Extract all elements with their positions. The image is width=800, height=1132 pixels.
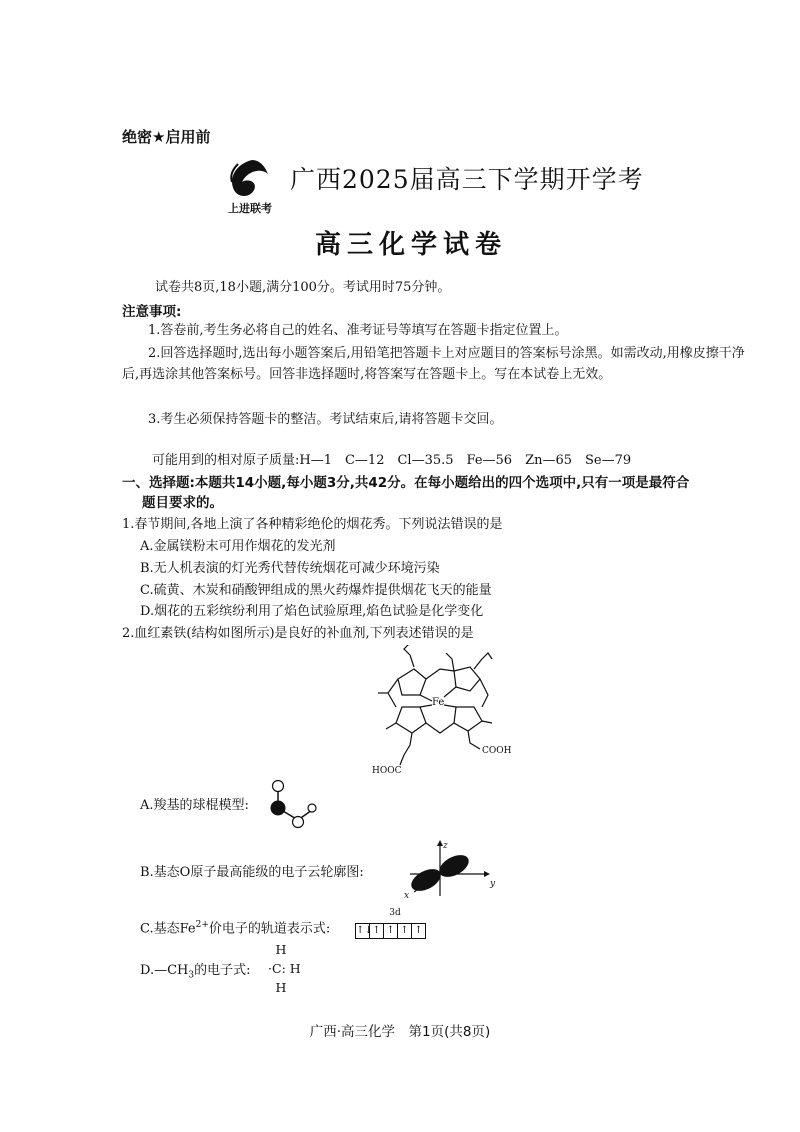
orbital-cell: ↑ — [383, 923, 398, 939]
orbital-cell: ↑ — [369, 923, 384, 939]
methyl-electron-formula — [268, 940, 301, 997]
notice-item: 2.回答选择题时,选出每小题答案后,用铅笔把答题卡上对应题目的答案标号涂黑。如需改动,用橡皮擦干净后,再选涂其他答案标号。回答非选择题时,将答案写在答题卡上。写在本试卷上无效。 — [122, 346, 745, 382]
notice-heading: 注意事项: — [122, 304, 182, 320]
logo-text: 上进联考 — [228, 202, 272, 215]
notice-item: 3.考生必须保持答题卡的整洁。考试结束后,请将答题卡交回。 — [148, 412, 503, 427]
question-1-stem: 1.春节期间,各地上演了各种精彩绝伦的烟花秀。下列说法错误的是 — [122, 517, 503, 532]
ch3-subscript: 3 — [188, 970, 195, 981]
option-d-text: 的电子式: — [194, 963, 251, 978]
page-footer: 广西·高三化学 第1页(共8页) — [309, 1024, 491, 1040]
orbital-label: 3d — [389, 908, 401, 918]
fe-charge: 2+ — [195, 920, 209, 930]
hooc-label: HOOC — [372, 766, 402, 775]
paper-summary: 试卷共8页,18小题,满分100分。考试用时75分钟。 — [155, 280, 451, 295]
question-2-option-d — [140, 962, 251, 985]
dot-h-bottom: H — [275, 980, 287, 995]
subject-title: 高三化学试卷 — [315, 230, 508, 260]
dot-carbon: C — [271, 961, 282, 976]
section-heading-line: 一、选择题:本题共14小题,每小题3分,共42分。在每小题给出的四个选项中,只有一项是最符合 — [122, 475, 690, 491]
option-c-text: 价电子的轨道表示式: — [208, 921, 331, 937]
question-1-option: C.硫黄、木炭和硝酸钾组成的黑火药爆炸提供烟花飞天的能量 — [140, 583, 492, 598]
atomic-masses: 可能用到的相对原子质量:H—1 C—12 Cl—35.5 Fe—56 Zn—65 Se—79 — [152, 453, 632, 468]
axis-z-label: z — [443, 841, 448, 851]
question-2-option-a: A.羧基的球棍模型: — [140, 798, 249, 813]
cooh-label: COOH — [482, 746, 512, 756]
question-2-option-b: B.基态O原子最高能级的电子云轮廓图: — [140, 865, 364, 880]
confidential-label: 绝密★启用前 — [122, 128, 211, 146]
question-1-option: B.无人机表演的灯光秀代替传统烟花可减少环境污染 — [140, 561, 440, 576]
fe-label: Fe — [432, 697, 445, 708]
exam-union-logo — [218, 156, 282, 216]
dot-left: · — [268, 961, 272, 976]
notice-item: 1.答卷前,考生务必将自己的姓名、准考证号等填写在答题卡指定位置上。 — [148, 323, 568, 338]
exam-title: 广西2025届高三下学期开学考 — [290, 165, 644, 194]
section-heading — [122, 473, 742, 513]
orbital-cell: ↑↓ — [355, 923, 370, 939]
section-heading-line: 题目要求的。 — [142, 495, 223, 511]
orbital-diagram — [355, 908, 426, 939]
option-c-text: C.基态Fe — [140, 921, 196, 937]
dot-right-h: : H — [281, 961, 301, 976]
option-d-text: D.—CH — [140, 963, 189, 978]
axis-y-label: y — [490, 879, 496, 889]
p-orbital-contour — [400, 838, 500, 900]
axis-x-label: x — [404, 891, 410, 900]
question-1-option: A.金属镁粉末可用作烟花的发光剂 — [140, 539, 336, 554]
orbital-cell: ↑ — [411, 923, 426, 939]
orbital-cell: ↑ — [397, 923, 412, 939]
dot-h-top: H — [275, 942, 287, 957]
question-1-option: D.烟花的五彩缤纷利用了焰色试验原理,焰色试验是化学变化 — [140, 604, 484, 619]
question-2-stem: 2.血红素铁(结构如图所示)是良好的补血剂,下列表述错误的是 — [122, 626, 474, 641]
question-2-option-c — [140, 916, 330, 938]
carboxyl-ball-stick-model — [262, 778, 322, 832]
heme-iron-structure — [370, 645, 520, 775]
